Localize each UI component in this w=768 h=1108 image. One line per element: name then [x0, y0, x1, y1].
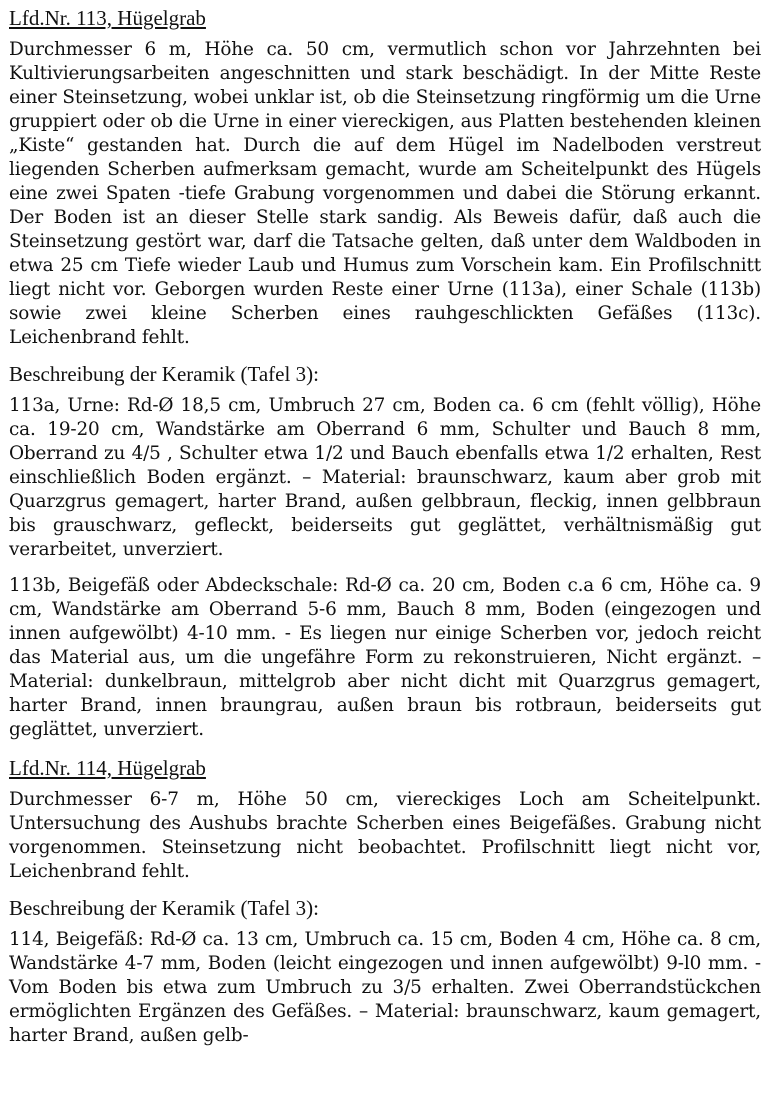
- entry-113-ceramics-caption: Beschreibung der Keramik (Tafel 3):: [9, 362, 319, 386]
- entry-113-heading: Lfd.Nr. 113, Hügelgrab: [9, 6, 206, 30]
- entry-114-ceramics-caption: Beschreibung der Keramik (Tafel 3):: [9, 896, 319, 920]
- document-page: [9, 2, 761, 1060]
- item-114-description: 114, Beigefäß: Rd-Ø ca. 13 cm, Umbruch ca. 15 cm, Boden 4 cm, Höhe ca. 8 cm, Wandstärke 4-7 mm, Boden (leicht eingezogen und innen aufgewölbt) 9-l0 mm. - Vom Boden bis etwa zum Umbruch zu 3/5 erhalten. Zwei Oberrandstückchen ermöglichten Ergänzen des Gefäßes. – Material: braunschwarz, kaum gemagert, harter Brand, außen gelb-: [9, 929, 761, 1046]
- item-113b-description: 113b, Beigefäß oder Abdeckschale: Rd-Ø ca. 20 cm, Boden c.a 6 cm, Höhe ca. 9 cm, Wandstärke am Oberrand 5-6 mm, Bauch 8 mm, Boden (eingezogen und innen aufgewölbt) 4-10 mm. - Es liegen nur einige Scherben vor, jedoch reicht das Material aus, um die ungefähre Form zu rekonstruieren, Nicht ergänzt. – Material: dunkelbraun, mittelgrob aber nicht dicht mit Quarzgrus gemagert, harter Brand, innen braungrau, außen braun bis rotbraun, beiderseits gut geglättet, unverziert.: [9, 575, 761, 740]
- entry-114-description: Durchmesser 6-7 m, Höhe 50 cm, viereckiges Loch am Scheitelpunkt. Untersuchung des Aushubs brachte Scherben eines Beigefäßes. Grabung nicht vorgenommen. Steinsetzung nicht beobachtet. Profilschnitt liegt nicht vor, Leichenbrand fehlt.: [9, 789, 761, 882]
- entry-114-heading: Lfd.Nr. 114, Hügelgrab: [9, 756, 206, 780]
- item-113a-description: 113a, Urne: Rd-Ø 18,5 cm, Umbruch 27 cm, Boden ca. 6 cm (fehlt völlig), Höhe ca. 19-20 cm, Wandstärke am Oberrand 6 mm, Schulter und Bauch 8 mm, Oberrand zu 4/5 , Schulter etwa 1/2 und Bauch ebenfalls etwa 1/2 erhalten, Rest einschließlich Boden ergänzt. – Material: braunschwarz, kaum aber grob mit Quarzgrus gemagert, harter Brand, außen gelbbraun, fleckig, innen gelbbraun bis grauschwarz, gefleckt, beiderseits gut geglättet, verhältnismäßig gut verarbeitet, unverziert.: [9, 395, 761, 560]
- entry-113-description: Durchmesser 6 m, Höhe ca. 50 cm, vermutlich schon vor Jahrzehnten bei Kultivierungsarbeiten angeschnitten und stark beschädigt. In der Mitte Reste einer Steinsetzung, wobei unklar ist, ob die Steinsetzung ringförmig um die Urne gruppiert oder ob die Urne in einer viereckigen, aus Platten bestehenden kleinen „Kiste“ gestanden hat. Durch die auf dem Hügel im Nadelboden verstreut liegenden Scherben aufmerksam gemacht, wurde am Scheitelpunkt des Hügels eine zwei Spaten ‐tiefe Grabung vorgenommen und dabei die Störung erkannt. Der Boden ist an dieser Stelle stark sandig. Als Beweis dafür, daß auch die Steinsetzung gestört war, darf die Tatsache gelten, daß unter dem Waldboden in etwa 25 cm Tiefe wieder Laub und Humus zum Vorschein kam. Ein Profilschnitt liegt nicht vor. Geborgen wurden Reste einer Urne (113a), einer Schale (113b) sowie zwei kleine Scherben eines rauhgeschlickten Gefäßes (113c). Leichenbrand fehlt.: [9, 39, 761, 348]
